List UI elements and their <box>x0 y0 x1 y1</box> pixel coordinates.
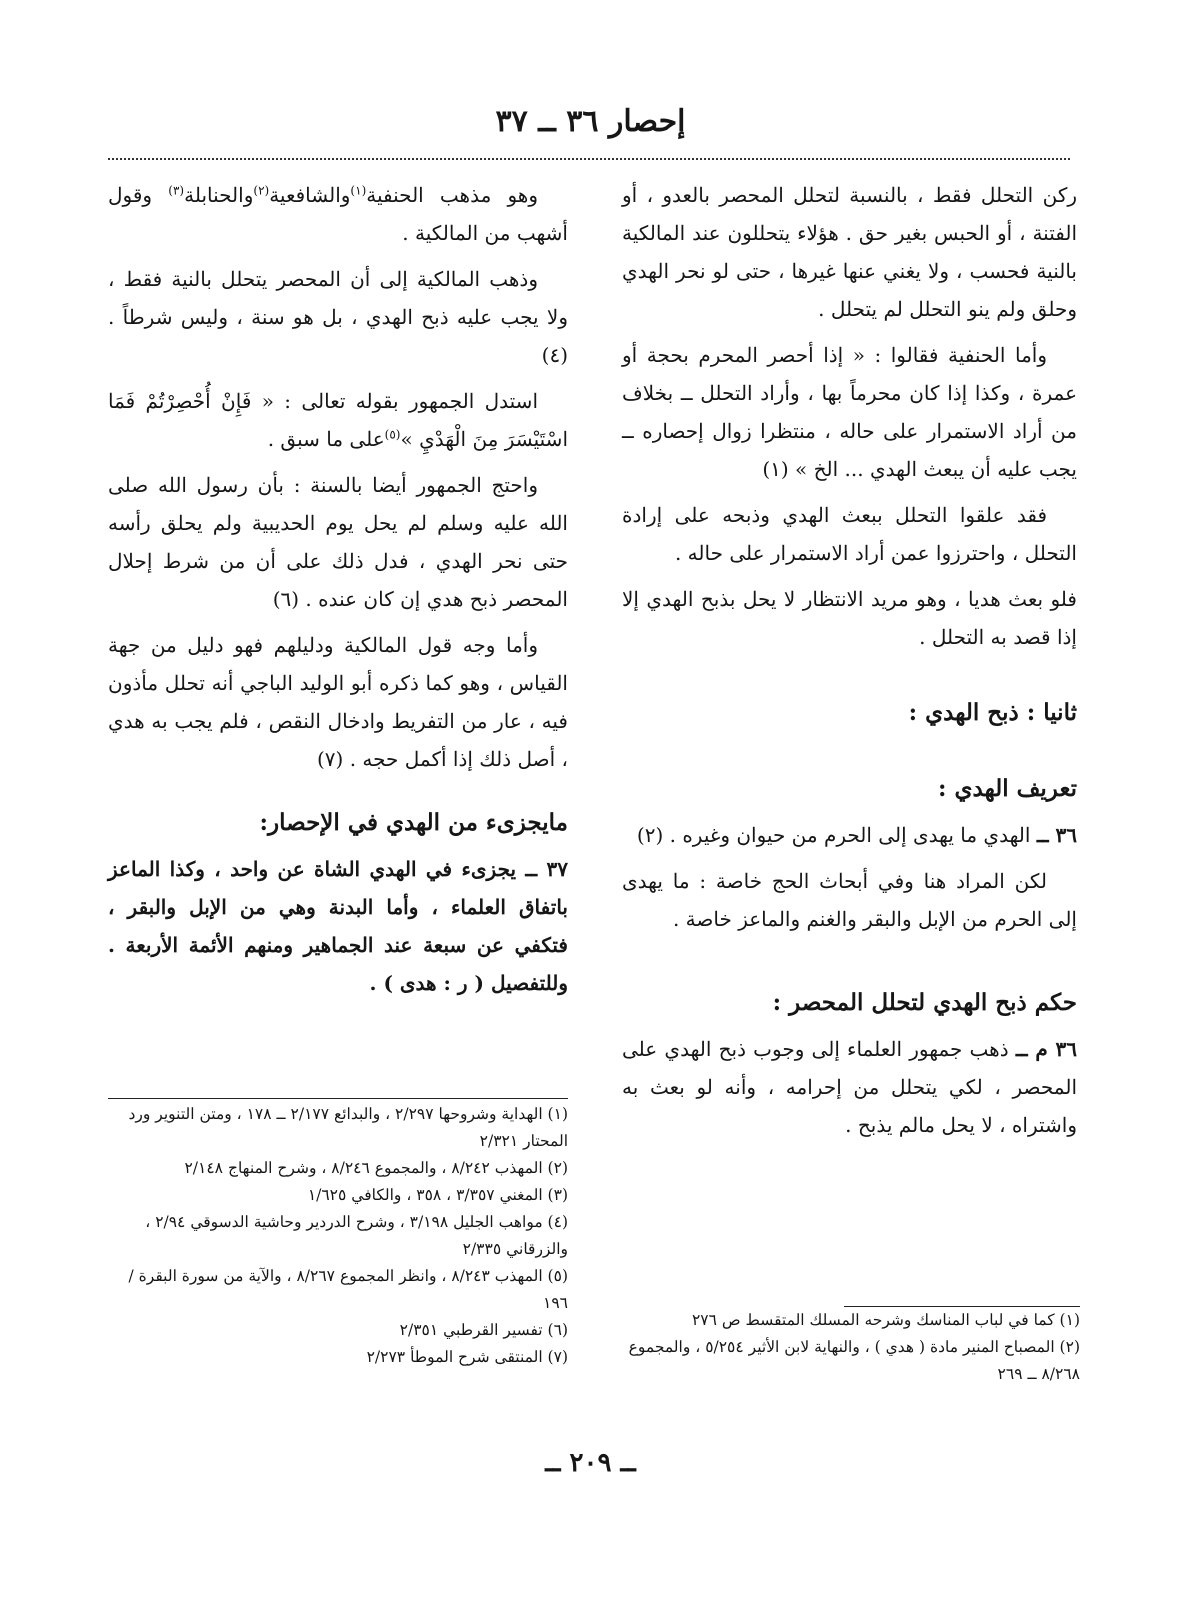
page-title: إحصار ٣٦ ــ ٣٧ <box>495 104 686 139</box>
section-heading-definition: تعريف الهدي : <box>938 775 1077 802</box>
footnotes-left <box>108 1098 568 1371</box>
paragraph-number: ٣٧ ــ <box>525 857 568 881</box>
paragraph: لكن المراد هنا وفي أبحاث الحج خاصة : ما يهدى إلى الحرم من الإبل والبقر والغنم والماعز خاصة . <box>622 869 1077 931</box>
footnote: (٦) تفسير القرطبي ٢/٣٥١ <box>399 1321 568 1339</box>
header-divider <box>108 158 1070 160</box>
footnote: (٥) المهذب ٨/٢٤٣ ، وانظر المجموع ٨/٢٦٧ ، والآية من سورة البقرة /١٩٦ <box>128 1267 568 1312</box>
page-number: ــ ٢٠٩ ــ <box>545 1448 636 1478</box>
paragraph: وأما وجه قول المالكية ودليلهم فهو دليل من جهة القياس ، وهو كما ذكره أبو الوليد الباجي أنه تحلل مأذون فيه ، عار من التفريط وادخال النقص ، فلم يجب به هدي ، أصل ذلك إذا أكمل حجه . (٧) <box>108 633 568 771</box>
section-heading-ruling: حكم ذبح الهدي لتحلل المحصر : <box>772 989 1077 1016</box>
paragraph-number: ٣٦ م ــ <box>1015 1037 1077 1061</box>
right-column <box>622 176 1077 1152</box>
paragraph-text: يجزىء في الهدي الشاة عن واحد ، وكذا الماعز باتفاق العلماء ، وأما البدنة وهي من الإبل والبقر ، فتكفي عن سبعة عند الجماهير ومنهم الأئمة الأربعة . وللتفصيل ( ر : هدى ) . <box>108 857 568 995</box>
paragraph: ركن التحلل فقط ، بالنسبة لتحلل المحصر بالعدو ، أو الفتنة ، أو الحبس بغير حق . هؤلاء يتحللون عند المالكية بالنية فحسب ، ولا يغني عنها غيرها ، حتى لو نحر الهدي وحلق ولم ينو التحلل لم يتحلل . <box>622 183 1077 321</box>
footnote-ref: (٢) <box>253 183 270 198</box>
footnote: (١) الهداية وشروحها ٢/٢٩٧ ، والبدائع ٢/١٧٧ ــ ١٧٨ ، ومتن التنوير ورد المحتار ٢/٣٢١ <box>128 1105 568 1150</box>
footnote-ref: (٣) <box>168 183 185 198</box>
paragraph <box>108 382 568 458</box>
paragraph-number: ٣٦ ــ <box>1036 823 1077 847</box>
text-run: على ما سبق . <box>267 427 385 451</box>
footnote: (٢) المهذب ٨/٢٤٢ ، والمجموع ٨/٢٤٦ ، وشرح المنهاج ٢/١٤٨ <box>184 1159 568 1177</box>
paragraph-text: ذهب جمهور العلماء إلى وجوب ذبح الهدي على المحصر ، لكي يتحلل من إحرامه ، وأنه لو بعث به واشتراه ، لا يحل مالم يذبح . <box>622 1037 1077 1137</box>
text-run: والشافعية <box>269 183 351 207</box>
text-run: استدل الجمهور بقوله تعالى : « فَإِنْ أُحْصِرْتُمْ فَمَا اسْتَيْسَرَ مِنَ الْهَدْيِ » <box>108 389 568 451</box>
paragraph: فقد علقوا التحلل ببعث الهدي وذبحه على إرادة التحلل ، واحترزوا عمن أراد الاستمرار على حاله . <box>622 503 1077 565</box>
left-column <box>108 176 568 1010</box>
paragraph: واحتج الجمهور أيضا بالسنة : بأن رسول الله صلى الله عليه وسلم لم يحل يوم الحديبية ولم يحلق رأسه حتى نحر الهدي ، فدل ذلك على أن من شرط إحلال المحصر ذبح هدي إن كان عنده . (٦) <box>108 473 568 611</box>
section-heading-sufficient: مايجزىء من الهدي في الإحصار: <box>259 809 568 836</box>
footnote: (٣) المغني ٣/٣٥٧ ، ٣٥٨ ، والكافي ١/٦٢٥ <box>307 1186 568 1204</box>
text-run: وقول أشهب من المالكية . <box>108 183 568 245</box>
footnote-ref: (٥) <box>384 427 401 442</box>
paragraph-text: الهدي ما يهدى إلى الحرم من حيوان وغيره . (٢) <box>636 823 1031 847</box>
footnote: (١) كما في لباب المناسك وشرحه المسلك المتقسط ص ٢٧٦ <box>691 1311 1080 1329</box>
section-heading-second: ثانيا : ذبح الهدي : <box>908 699 1077 726</box>
text-run: والحنابلة <box>184 183 254 207</box>
footnote-ref: (١) <box>350 183 367 198</box>
footnote: (٧) المنتقى شرح الموطأ ٢/٢٧٣ <box>366 1348 568 1366</box>
paragraph-37 <box>108 850 568 1002</box>
text-run: وهو مذهب الحنفية <box>366 183 539 207</box>
paragraph-36m <box>622 1030 1077 1144</box>
paragraph: وذهب المالكية إلى أن المحصر يتحلل بالنية فقط ، ولا يجب عليه ذبح الهدي ، بل هو سنة ، وليس شرطاً . (٤) <box>108 267 568 367</box>
footnote: (٢) المصباح المنير مادة ( هدي ) ، والنهاية لابن الأثير ٥/٢٥٤ ، والمجموع ٨/٢٦٨ ــ ٢٦٩ <box>628 1338 1080 1383</box>
footnotes-right <box>622 1306 1080 1388</box>
paragraph: وأما الحنفية فقالوا : « إذا أحصر المحرم بحجة أو عمرة ، وكذا إذا كان محرماً بها ، وأراد التحلل ــ بخلاف من أراد الاستمرار على حاله ، منتظرا زوال إحصاره ــ يجب عليه أن يبعث الهدي ... الخ » (١) <box>622 343 1077 481</box>
paragraph: فلو بعث هديا ، وهو مريد الانتظار لا يحل بذبح الهدي إلا إذا قصد به التحلل . <box>622 587 1077 649</box>
footnote: (٤) مواهب الجليل ٣/١٩٨ ، وشرح الدردير وحاشية الدسوقي ٢/٩٤ ، والزرقاني ٢/٣٣٥ <box>145 1213 568 1258</box>
paragraph-36 <box>622 816 1077 854</box>
paragraph <box>108 176 568 252</box>
